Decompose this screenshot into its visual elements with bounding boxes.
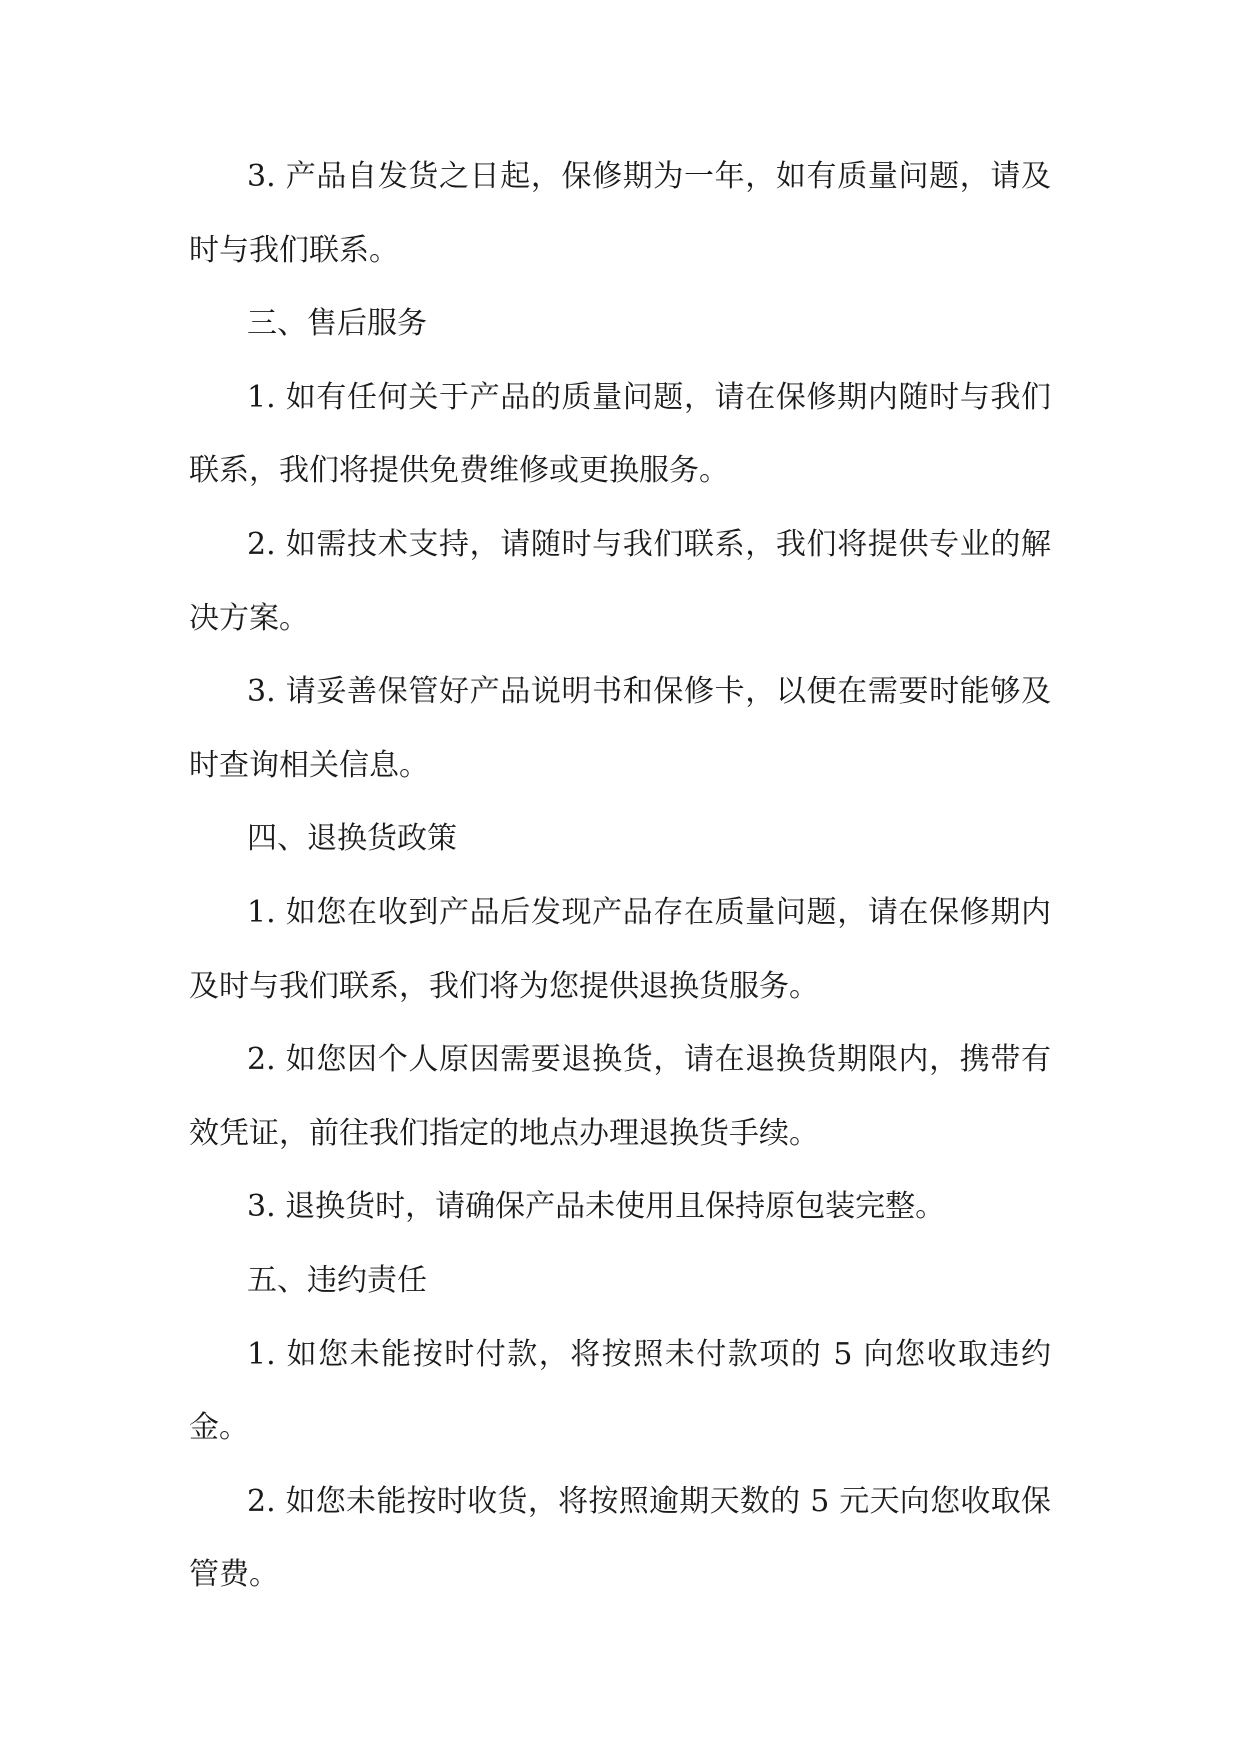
paragraph-return-personal: 2. 如您因个人原因需要退换货，请在退换货期限内，携带有效凭证，前往我们指定的地点办理退换货手续。: [189, 1042, 1051, 1151]
section-heading-liability: 五、违约责任: [247, 1262, 427, 1298]
paragraph-quality-issue: 1. 如有任何关于产品的质量问题，请在保修期内随时与我们联系，我们将提供免费维修或更换服务。: [189, 379, 1051, 489]
section-heading-return-policy: 四、退换货政策: [247, 821, 457, 857]
paragraph-late-receipt: 2. 如您未能按时收货，将按照逾期天数的 5 元天向您收取保管费。: [189, 1483, 1051, 1593]
paragraph-return-quality: 1. 如您在收到产品后发现产品存在质量问题，请在保修期内及时与我们联系，我们将为您提供退换货服务。: [189, 894, 1051, 1004]
paragraph-tech-support: 2. 如需技术支持，请随时与我们联系，我们将提供专业的解决方案。: [189, 526, 1051, 636]
paragraph-return-condition: 3. 退换货时，请确保产品未使用且保持原包装完整。: [247, 1189, 946, 1225]
paragraph-late-payment: 1. 如您未能按时付款，将按照未付款项的 5 向您收取违约金。: [189, 1336, 1051, 1446]
section-heading-after-sales: 三、售后服务: [247, 306, 427, 342]
paragraph-keep-manual: 3. 请妥善保管好产品说明书和保修卡，以便在需要时能够及时查询相关信息。: [189, 674, 1051, 783]
document-body: [189, 140, 1051, 1612]
paragraph-warranty-period: 3. 产品自发货之日起，保修期为一年，如有质量问题，请及时与我们联系。: [189, 159, 1051, 268]
